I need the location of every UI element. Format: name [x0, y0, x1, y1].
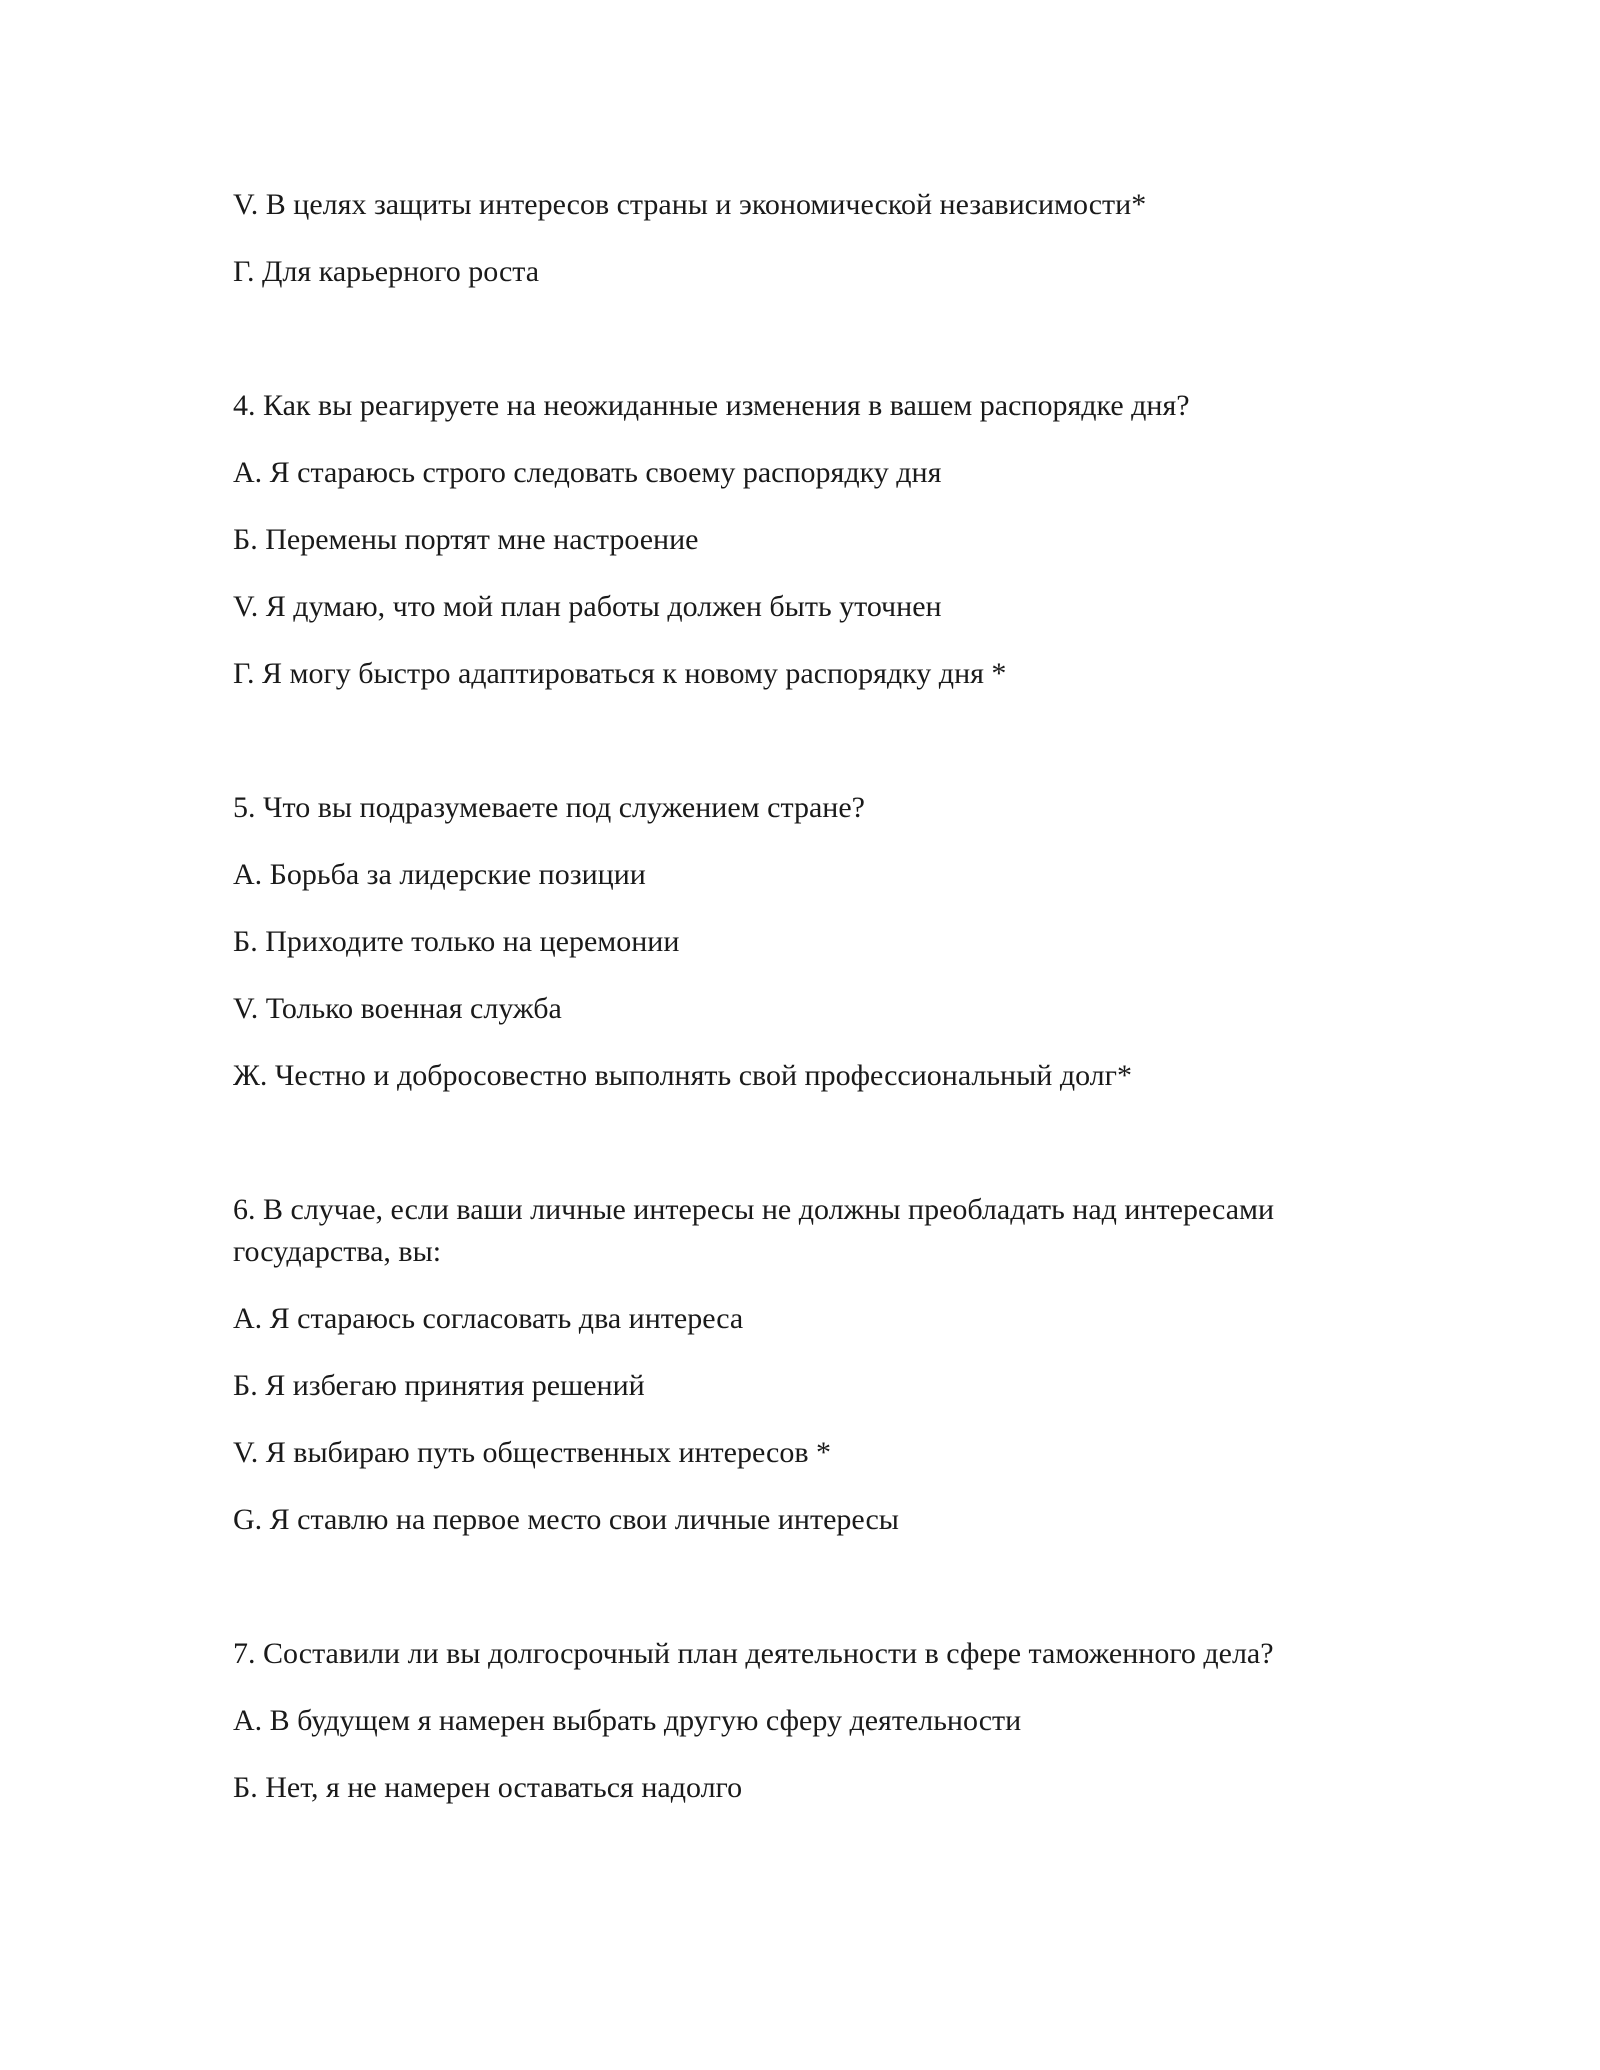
answer-option: А. Я стараюсь согласовать два интереса: [233, 1302, 744, 1335]
answer-option: Б. Приходите только на церемонии: [233, 925, 680, 958]
answer-option: А. Борьба за лидерские позиции: [233, 858, 646, 891]
answer-option: Б. Я избегаю принятия решений: [233, 1369, 645, 1402]
question-4: 4. Как вы реагируете на неожиданные изменения в вашем распорядке дня?: [233, 389, 1190, 422]
paragraph-gap: [233, 318, 1383, 385]
answer-option: G. Я ставлю на первое место свои личные интересы: [233, 1503, 899, 1536]
answer-option: V. Я выбираю путь общественных интересов *: [233, 1436, 832, 1469]
question-6: 6. В случае, если ваши личные интересы не должны преобладать над интересами государства, вы:: [233, 1193, 1275, 1268]
paragraph-gap: [233, 1122, 1383, 1189]
paragraph-gap: [233, 1566, 1383, 1633]
document-body: [233, 184, 1383, 1834]
answer-option: V. Только военная служба: [233, 992, 562, 1025]
answer-option: Г. Я могу быстро адаптироваться к новому распорядку дня *: [233, 657, 1007, 690]
answer-option: Г. Для карьерного роста: [233, 255, 540, 288]
question-7: 7. Составили ли вы долгосрочный план деятельности в сфере таможенного дела?: [233, 1637, 1274, 1670]
question-5: 5. Что вы подразумеваете под служением стране?: [233, 791, 865, 824]
paragraph-gap: [233, 720, 1383, 787]
answer-option: А. В будущем я намерен выбрать другую сферу деятельности: [233, 1704, 1022, 1737]
answer-option: V. Я думаю, что мой план работы должен быть уточнен: [233, 590, 942, 623]
answer-option: V. В целях защиты интересов страны и экономической независимости*: [233, 188, 1147, 221]
answer-option: Ж. Честно и добросовестно выполнять свой профессиональный долг*: [233, 1059, 1132, 1092]
answer-option: Б. Нет, я не намерен оставаться надолго: [233, 1771, 743, 1804]
answer-option: Б. Перемены портят мне настроение: [233, 523, 699, 556]
answer-option: А. Я стараюсь строго следовать своему распорядку дня: [233, 456, 942, 489]
